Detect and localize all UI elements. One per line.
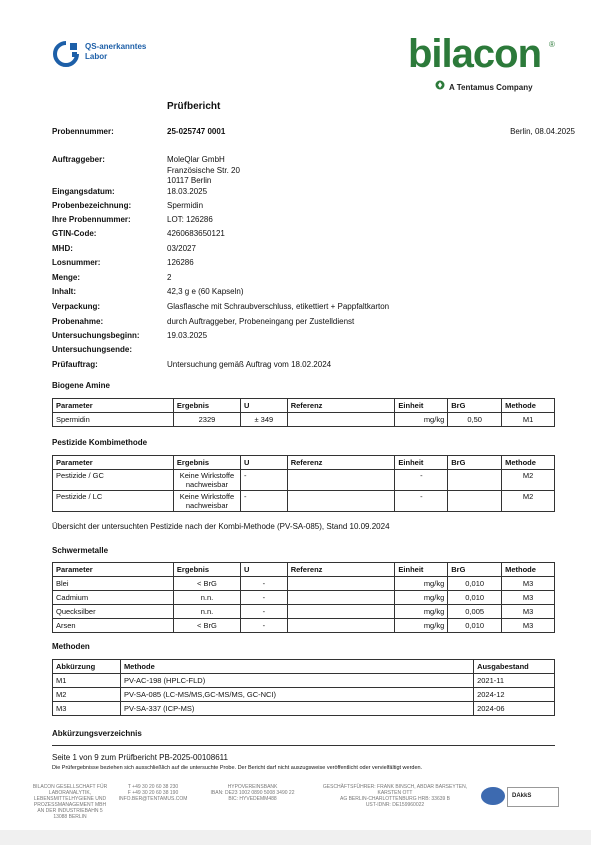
footer-line: BILACON GESELLSCHAFT FÜR: [32, 784, 108, 790]
field-label: Prüfauftrag:: [52, 360, 98, 369]
col-ausgabestand: Ausgabestand: [474, 660, 555, 674]
footer-line: AG BERLIN-CHARLOTTENBURG HRB: 33639 B: [339, 796, 451, 802]
pestizide-note: Übersicht der untersuchten Pestizide nach der Kombi-Methode (PV-SA-085), Stand 10.09.2024: [52, 522, 390, 531]
table-row: [53, 413, 555, 427]
qs-line1: QS-anerkanntes: [85, 42, 147, 51]
col-abkuerzung: Abkürzung: [53, 660, 121, 674]
cell: Pestizide / GC: [53, 470, 174, 491]
col-methode: Methode: [502, 456, 555, 470]
footer-line: 13088 BERLIN: [53, 814, 87, 820]
table-row: [53, 619, 555, 633]
cell: M3: [53, 702, 121, 716]
cell: M3: [502, 591, 555, 605]
cell: M1: [53, 674, 121, 688]
table-row: [53, 591, 555, 605]
field-value: Französische Str. 20: [167, 166, 240, 175]
col-methode: Methode: [502, 563, 555, 577]
col-brg: BrG: [448, 456, 502, 470]
cell: 0,010: [448, 591, 502, 605]
cell: mg/kg: [395, 605, 448, 619]
footer-line: UST-IDNR: DE159960022: [365, 802, 425, 808]
section-title-biogene: Biogene Amine: [52, 381, 110, 390]
table-header-row: [53, 399, 555, 413]
field-value: 10117 Berlin: [167, 176, 212, 185]
field-value: 126286: [167, 258, 194, 267]
report-date: Berlin, 08.04.2025: [510, 127, 575, 136]
cell: -: [395, 491, 448, 512]
cell: -: [240, 605, 287, 619]
footer-company: [30, 784, 110, 820]
col-u: U: [240, 456, 287, 470]
footer-bank: [200, 784, 305, 802]
col-parameter: Parameter: [53, 456, 174, 470]
table-pestizide: [52, 455, 555, 512]
field-value: 19.03.2025: [167, 331, 208, 340]
field-value: 25-025747 0001: [167, 127, 226, 136]
cell: ± 349: [240, 413, 287, 427]
footer-line: AN DER INDUSTRIEBAHN 5: [37, 808, 103, 814]
footer-page-info: Seite 1 von 9 zum Prüfbericht PB-2025-00108611: [52, 753, 228, 762]
cell: 2024-12: [474, 688, 555, 702]
table-schwermetalle: [52, 562, 555, 633]
col-ergebnis: Ergebnis: [173, 456, 240, 470]
field-label: Probenbezeichnung:: [52, 201, 132, 210]
brand-registered: ®: [549, 40, 555, 49]
field-label: Probenahme:: [52, 317, 104, 326]
table-header-row: [53, 660, 555, 674]
report-title: Prüfbericht: [167, 101, 221, 112]
field-value: 2: [167, 273, 172, 282]
cell: n.n.: [173, 591, 240, 605]
table-methoden: [52, 659, 555, 716]
field-value: 03/2027: [167, 244, 196, 253]
col-parameter: Parameter: [53, 563, 174, 577]
cell: [448, 491, 502, 512]
footer-line: KARSTEN OTT: [377, 790, 413, 796]
field-label: Menge:: [52, 273, 80, 282]
section-title-schwermetalle: Schwermetalle: [52, 546, 109, 555]
table-row: [53, 688, 555, 702]
footer-line: BIC: HYVEDEMM488: [228, 796, 277, 802]
table-biogene: [52, 398, 555, 427]
cell: -: [240, 491, 287, 512]
table-row: [53, 605, 555, 619]
footer-line: HYPOVEREINSBANK: [227, 784, 278, 790]
cell: M1: [502, 413, 555, 427]
cell: 2329: [173, 413, 240, 427]
cell: [287, 470, 395, 491]
cell: < BrG: [173, 577, 240, 591]
cell: mg/kg: [395, 591, 448, 605]
qs-logo-icon: [52, 40, 82, 68]
divider: [52, 745, 555, 746]
field-value: Glasflasche mit Schraubverschluss, etikettiert + Pappfaltkarton: [167, 302, 390, 311]
cell: M2: [502, 491, 555, 512]
footer-line: F +49 30 20 60 38 190: [127, 790, 179, 796]
section-title-pestizide: Pestizide Kombimethode: [52, 438, 148, 447]
footer-management: [320, 784, 470, 808]
cell: -: [395, 470, 448, 491]
cell: n.n.: [173, 605, 240, 619]
col-parameter: Parameter: [53, 399, 174, 413]
footer-line: PROZESSMANAGEMENT MBH: [33, 802, 107, 808]
cell: 0,010: [448, 619, 502, 633]
brand-logo: bilacon: [408, 32, 542, 76]
col-referenz: Referenz: [287, 563, 395, 577]
table-header-row: [53, 563, 555, 577]
cell: [287, 605, 395, 619]
cell: mg/kg: [395, 413, 448, 427]
footer-line: GESCHÄFTSFÜHRER: FRANK BINSCH, ABDAR BARSEYTEN,: [322, 784, 468, 790]
footer-line: LEBENSMITTELHYGIENE UND: [33, 796, 107, 802]
field-label: Ihre Probennummer:: [52, 215, 131, 224]
col-methode: Methode: [120, 660, 473, 674]
cell: M3: [502, 619, 555, 633]
section-title-abkuerzungen: Abkürzungsverzeichnis: [52, 729, 142, 738]
cell: [287, 491, 395, 512]
dakks-label: DAkkS: [512, 793, 532, 799]
dakks-badge: [507, 787, 559, 807]
cell: Cadmium: [53, 591, 174, 605]
cell: -: [240, 619, 287, 633]
field-label: Losnummer:: [52, 258, 101, 267]
field-label: Untersuchungsbeginn:: [52, 331, 140, 340]
col-brg: BrG: [448, 399, 502, 413]
cell: [287, 591, 395, 605]
tentamus-icon: [435, 80, 445, 90]
cell: M2: [53, 688, 121, 702]
col-einheit: Einheit: [395, 399, 448, 413]
cell: PV-SA-085 (LC-MS/MS,GC-MS/MS, GC-NCI): [120, 688, 473, 702]
section-title-methoden: Methoden: [52, 642, 90, 651]
field-value: durch Auftraggeber, Probeneingang per Zustelldienst: [167, 317, 355, 326]
field-value: 18.03.2025: [167, 187, 208, 196]
footer-contact: [113, 784, 193, 802]
cell: mg/kg: [395, 619, 448, 633]
field-value: MoleQlar GmbH: [167, 155, 225, 164]
table-row: [53, 491, 555, 512]
cell: [287, 577, 395, 591]
field-value: 4260683650121: [167, 229, 225, 238]
cell: -: [240, 470, 287, 491]
cell: M3: [502, 577, 555, 591]
cell: -: [240, 577, 287, 591]
cell: M2: [502, 470, 555, 491]
col-ergebnis: Ergebnis: [173, 399, 240, 413]
cell: Spermidin: [53, 413, 174, 427]
field-label: GTIN-Code:: [52, 229, 97, 238]
cell: 0,50: [448, 413, 502, 427]
cell: Keine Wirkstoffe nachweisbar: [173, 470, 240, 491]
field-label: Inhalt:: [52, 287, 76, 296]
cell: PV-SA-337 (ICP-MS): [120, 702, 473, 716]
qs-label: [85, 42, 146, 62]
field-label: Eingangsdatum:: [52, 187, 115, 196]
cell: 0,010: [448, 577, 502, 591]
cell: [287, 413, 395, 427]
col-u: U: [240, 563, 287, 577]
cell: < BrG: [173, 619, 240, 633]
field-label: Auftraggeber:: [52, 155, 105, 164]
cell: 2021-11: [474, 674, 555, 688]
cell: mg/kg: [395, 577, 448, 591]
col-brg: BrG: [448, 563, 502, 577]
qs-line2: Labor: [85, 52, 108, 61]
cell: [287, 619, 395, 633]
table-header-row: [53, 456, 555, 470]
cell: Keine Wirkstoffe nachweisbar: [173, 491, 240, 512]
footer-line: LABORANALYTIK,: [48, 790, 92, 796]
table-row: [53, 702, 555, 716]
cell: Pestizide / LC: [53, 491, 174, 512]
footer-line: INFO.BER@TENTAMUS.COM: [118, 796, 188, 802]
col-referenz: Referenz: [287, 456, 395, 470]
cell: -: [240, 591, 287, 605]
col-einheit: Einheit: [395, 563, 448, 577]
field-value: LOT: 126286: [167, 215, 213, 224]
table-row: [53, 577, 555, 591]
field-label: MHD:: [52, 244, 73, 253]
field-label: Verpackung:: [52, 302, 101, 311]
col-referenz: Referenz: [287, 399, 395, 413]
cell: 2024-06: [474, 702, 555, 716]
field-value: Untersuchung gemäß Auftrag vom 18.02.2024: [167, 360, 332, 369]
col-ergebnis: Ergebnis: [173, 563, 240, 577]
field-label: Probennummer:: [52, 127, 114, 136]
tentamus-label: A Tentamus Company: [449, 83, 533, 92]
cell: Blei: [53, 577, 174, 591]
cell: Arsen: [53, 619, 174, 633]
cell: M3: [502, 605, 555, 619]
col-methode: Methode: [502, 399, 555, 413]
footer-line: T +49 30 20 60 38 230: [127, 784, 179, 790]
field-value: 42,3 g e (60 Kapseln): [167, 287, 244, 296]
cell: [448, 470, 502, 491]
cell: Quecksilber: [53, 605, 174, 619]
col-einheit: Einheit: [395, 456, 448, 470]
cell: PV-AC-198 (HPLC-FLD): [120, 674, 473, 688]
table-row: [53, 674, 555, 688]
field-label: Untersuchungsende:: [52, 345, 133, 354]
footer-disclaimer: Die Prüfergebnisse beziehen sich ausschließlich auf die untersuchte Probe. Der Bericht darf nicht auszugsweise veröffentlicht oder vervielfältigt werden.: [52, 765, 423, 771]
table-row: [53, 470, 555, 491]
field-value: Spermidin: [167, 201, 204, 210]
col-u: U: [240, 399, 287, 413]
footer-line: IBAN: DE23 1002 0890 5008 3490 22: [210, 790, 295, 796]
certification-badge-icon: [481, 787, 505, 805]
cell: 0,005: [448, 605, 502, 619]
